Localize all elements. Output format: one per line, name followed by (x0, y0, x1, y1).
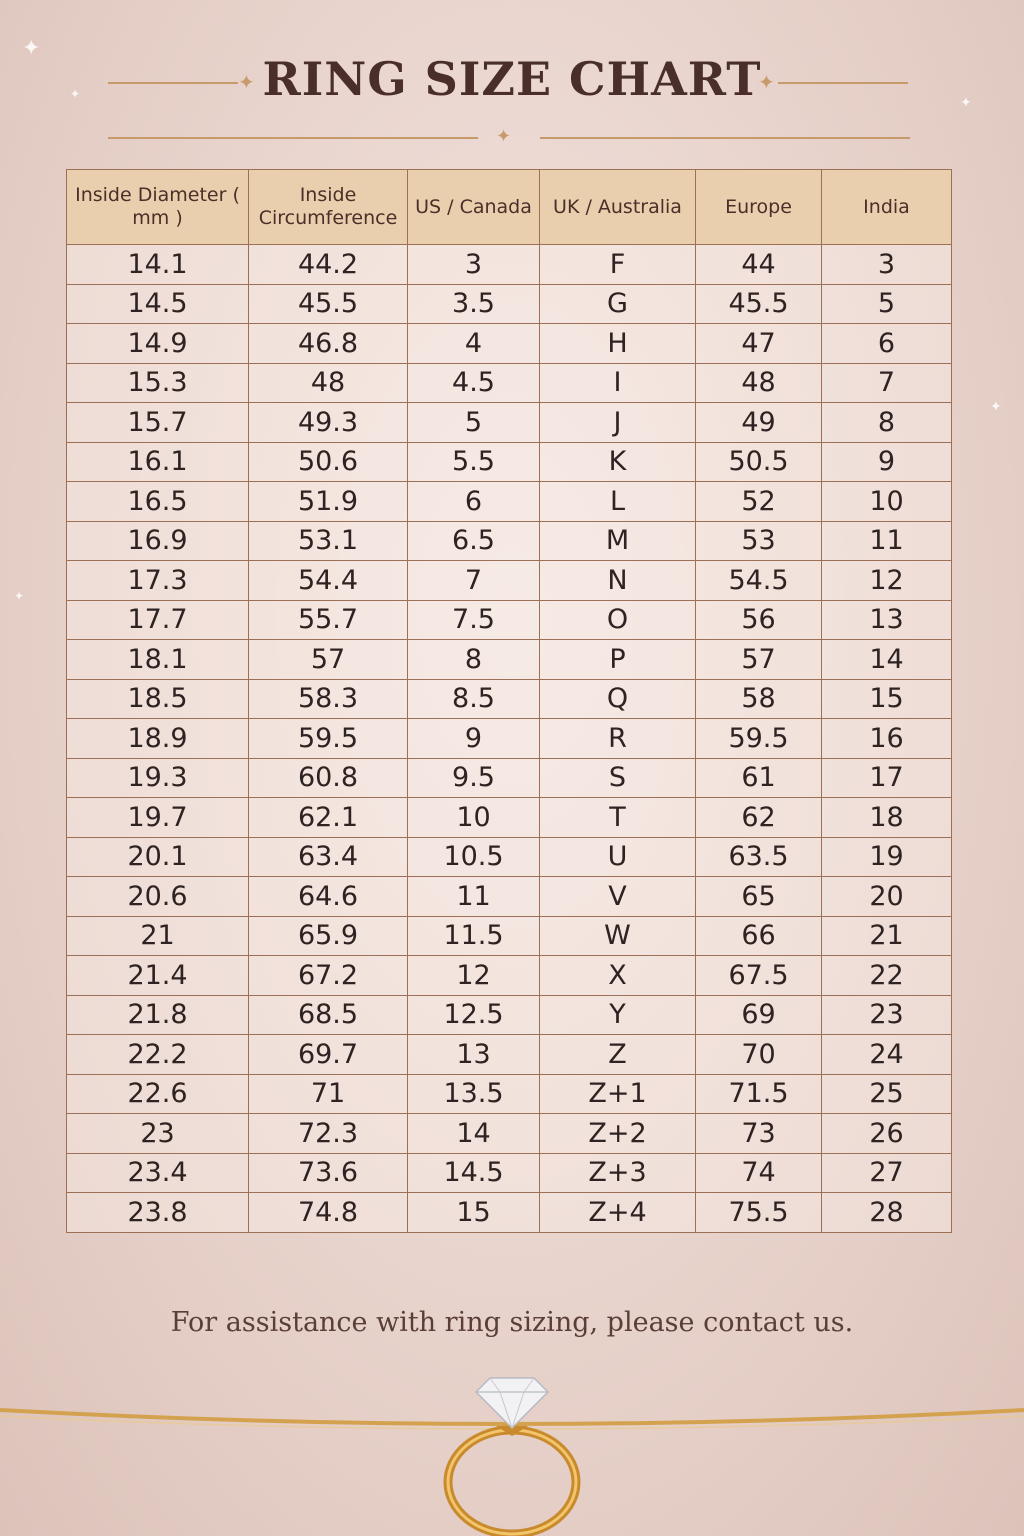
cell-europe: 69 (696, 995, 822, 1035)
cell-india: 26 (822, 1114, 952, 1154)
cell-india: 13 (822, 600, 952, 640)
cell-diameter: 15.3 (67, 363, 249, 403)
cell-uk-australia: S (540, 758, 696, 798)
cell-us-canada: 8 (408, 640, 540, 680)
cell-diameter: 18.5 (67, 679, 249, 719)
cell-europe: 52 (696, 482, 822, 522)
table-row (67, 561, 952, 601)
cell-circumference: 49.3 (249, 403, 408, 443)
table-row (67, 521, 952, 561)
cell-india: 10 (822, 482, 952, 522)
cell-india: 6 (822, 324, 952, 364)
cell-diameter: 21.4 (67, 956, 249, 996)
cell-uk-australia: Z (540, 1035, 696, 1075)
table-row (67, 758, 952, 798)
cell-uk-australia: T (540, 798, 696, 838)
cell-india: 25 (822, 1074, 952, 1114)
cell-europe: 44 (696, 245, 822, 285)
table-row (67, 719, 952, 759)
table-row (67, 995, 952, 1035)
cell-uk-australia: Y (540, 995, 696, 1035)
cell-india: 14 (822, 640, 952, 680)
cell-uk-australia: R (540, 719, 696, 759)
cell-europe: 75.5 (696, 1193, 822, 1233)
diamond-star-icon: ✦ (758, 70, 775, 94)
cell-europe: 54.5 (696, 561, 822, 601)
cell-us-canada: 7 (408, 561, 540, 601)
cell-uk-australia: L (540, 482, 696, 522)
cell-circumference: 73.6 (249, 1153, 408, 1193)
cell-circumference: 69.7 (249, 1035, 408, 1075)
table-row (67, 916, 952, 956)
cell-us-canada: 3.5 (408, 284, 540, 324)
cell-us-canada: 14 (408, 1114, 540, 1154)
cell-uk-australia: I (540, 363, 696, 403)
cell-europe: 66 (696, 916, 822, 956)
cell-diameter: 22.6 (67, 1074, 249, 1114)
sparkle-icon: ✦ (22, 36, 41, 61)
cell-us-canada: 7.5 (408, 600, 540, 640)
cell-uk-australia: O (540, 600, 696, 640)
cell-diameter: 21 (67, 916, 249, 956)
cell-europe: 62 (696, 798, 822, 838)
title-rule-left (108, 82, 238, 84)
cell-diameter: 21.8 (67, 995, 249, 1035)
cell-diameter: 17.3 (67, 561, 249, 601)
cell-europe: 45.5 (696, 284, 822, 324)
table-row (67, 1035, 952, 1075)
cell-uk-australia: X (540, 956, 696, 996)
diamond-star-icon: ✦ (496, 126, 512, 147)
cell-uk-australia: Z+3 (540, 1153, 696, 1193)
cell-india: 27 (822, 1153, 952, 1193)
cell-diameter: 20.6 (67, 877, 249, 917)
table-row (67, 442, 952, 482)
cell-europe: 53 (696, 521, 822, 561)
cell-us-canada: 14.5 (408, 1153, 540, 1193)
cell-uk-australia: Q (540, 679, 696, 719)
cell-diameter: 18.1 (67, 640, 249, 680)
table-row (67, 482, 952, 522)
table-row (67, 956, 952, 996)
cell-europe: 67.5 (696, 956, 822, 996)
cell-uk-australia: Z+1 (540, 1074, 696, 1114)
cell-uk-australia: P (540, 640, 696, 680)
cell-circumference: 65.9 (249, 916, 408, 956)
cell-india: 23 (822, 995, 952, 1035)
column-header-inside-diameter: Inside Diameter ( mm ) (67, 170, 249, 245)
cell-europe: 73 (696, 1114, 822, 1154)
cell-circumference: 74.8 (249, 1193, 408, 1233)
cell-diameter: 14.9 (67, 324, 249, 364)
cell-india: 18 (822, 798, 952, 838)
cell-diameter: 19.7 (67, 798, 249, 838)
table-row (67, 837, 952, 877)
assistance-note: For assistance with ring sizing, please contact us. (170, 1307, 854, 1338)
cell-uk-australia: H (540, 324, 696, 364)
cell-us-canada: 5 (408, 403, 540, 443)
cell-us-canada: 8.5 (408, 679, 540, 719)
cell-circumference: 46.8 (249, 324, 408, 364)
cell-india: 17 (822, 758, 952, 798)
page-title: RING SIZE CHART (262, 52, 762, 106)
cell-india: 5 (822, 284, 952, 324)
cell-india: 12 (822, 561, 952, 601)
cell-us-canada: 4.5 (408, 363, 540, 403)
cell-us-canada: 11.5 (408, 916, 540, 956)
cell-europe: 74 (696, 1153, 822, 1193)
cell-circumference: 57 (249, 640, 408, 680)
cell-circumference: 71 (249, 1074, 408, 1114)
cell-diameter: 16.9 (67, 521, 249, 561)
cell-us-canada: 5.5 (408, 442, 540, 482)
cell-us-canada: 9 (408, 719, 540, 759)
cell-europe: 57 (696, 640, 822, 680)
divider-line-right (540, 137, 910, 139)
cell-india: 28 (822, 1193, 952, 1233)
cell-diameter: 23 (67, 1114, 249, 1154)
cell-circumference: 53.1 (249, 521, 408, 561)
cell-uk-australia: G (540, 284, 696, 324)
ring-size-table (66, 169, 952, 1233)
diamond-star-icon: ✦ (238, 70, 255, 94)
cell-circumference: 50.6 (249, 442, 408, 482)
cell-india: 9 (822, 442, 952, 482)
cell-europe: 63.5 (696, 837, 822, 877)
table-row (67, 324, 952, 364)
sparkle-icon: ✦ (14, 589, 25, 603)
table-row (67, 363, 952, 403)
cell-circumference: 55.7 (249, 600, 408, 640)
table-row (67, 600, 952, 640)
table-header-row (67, 170, 952, 245)
cell-us-canada: 12 (408, 956, 540, 996)
cell-europe: 56 (696, 600, 822, 640)
cell-us-canada: 10.5 (408, 837, 540, 877)
cell-india: 3 (822, 245, 952, 285)
table-row (67, 284, 952, 324)
cell-circumference: 62.1 (249, 798, 408, 838)
cell-europe: 65 (696, 877, 822, 917)
cell-europe: 50.5 (696, 442, 822, 482)
cell-europe: 48 (696, 363, 822, 403)
table-row (67, 1114, 952, 1154)
column-header-us-canada: US / Canada (408, 170, 540, 245)
cell-diameter: 20.1 (67, 837, 249, 877)
cell-uk-australia: J (540, 403, 696, 443)
column-header-inside-circumference: Inside Circumference (249, 170, 408, 245)
diamond-ring-icon (434, 1370, 590, 1536)
table-row (67, 1193, 952, 1233)
cell-india: 20 (822, 877, 952, 917)
cell-circumference: 51.9 (249, 482, 408, 522)
cell-diameter: 23.4 (67, 1153, 249, 1193)
cell-us-canada: 10 (408, 798, 540, 838)
column-header-india: India (822, 170, 952, 245)
cell-diameter: 14.1 (67, 245, 249, 285)
cell-circumference: 72.3 (249, 1114, 408, 1154)
cell-uk-australia: Z+4 (540, 1193, 696, 1233)
table-row (67, 798, 952, 838)
cell-circumference: 45.5 (249, 284, 408, 324)
table-row (67, 679, 952, 719)
table-row (67, 403, 952, 443)
cell-us-canada: 4 (408, 324, 540, 364)
cell-uk-australia: V (540, 877, 696, 917)
table-row (67, 1074, 952, 1114)
cell-circumference: 64.6 (249, 877, 408, 917)
cell-india: 8 (822, 403, 952, 443)
cell-uk-australia: N (540, 561, 696, 601)
cell-europe: 59.5 (696, 719, 822, 759)
table-body (67, 245, 952, 1233)
cell-india: 21 (822, 916, 952, 956)
cell-india: 15 (822, 679, 952, 719)
cell-circumference: 67.2 (249, 956, 408, 996)
cell-india: 11 (822, 521, 952, 561)
title-rule-right (778, 82, 908, 84)
cell-diameter: 14.5 (67, 284, 249, 324)
cell-circumference: 68.5 (249, 995, 408, 1035)
cell-uk-australia: U (540, 837, 696, 877)
cell-europe: 61 (696, 758, 822, 798)
cell-circumference: 58.3 (249, 679, 408, 719)
cell-europe: 71.5 (696, 1074, 822, 1114)
cell-europe: 49 (696, 403, 822, 443)
cell-india: 22 (822, 956, 952, 996)
table-row (67, 640, 952, 680)
cell-diameter: 23.8 (67, 1193, 249, 1233)
cell-india: 19 (822, 837, 952, 877)
cell-circumference: 59.5 (249, 719, 408, 759)
column-header-europe: Europe (696, 170, 822, 245)
cell-us-canada: 13.5 (408, 1074, 540, 1114)
cell-europe: 47 (696, 324, 822, 364)
cell-india: 7 (822, 363, 952, 403)
cell-uk-australia: K (540, 442, 696, 482)
sparkle-icon: ✦ (990, 399, 1002, 415)
cell-uk-australia: M (540, 521, 696, 561)
cell-diameter: 18.9 (67, 719, 249, 759)
cell-us-canada: 9.5 (408, 758, 540, 798)
cell-us-canada: 6.5 (408, 521, 540, 561)
size-table-wrapper (66, 169, 951, 1233)
cell-uk-australia: Z+2 (540, 1114, 696, 1154)
cell-uk-australia: W (540, 916, 696, 956)
cell-us-canada: 6 (408, 482, 540, 522)
cell-diameter: 22.2 (67, 1035, 249, 1075)
cell-uk-australia: F (540, 245, 696, 285)
cell-us-canada: 12.5 (408, 995, 540, 1035)
cell-circumference: 60.8 (249, 758, 408, 798)
cell-us-canada: 3 (408, 245, 540, 285)
cell-europe: 70 (696, 1035, 822, 1075)
cell-diameter: 19.3 (67, 758, 249, 798)
cell-diameter: 16.1 (67, 442, 249, 482)
cell-circumference: 48 (249, 363, 408, 403)
cell-india: 16 (822, 719, 952, 759)
title-area (0, 52, 1024, 106)
sparkle-icon: ✦ (70, 87, 81, 101)
cell-circumference: 44.2 (249, 245, 408, 285)
cell-diameter: 17.7 (67, 600, 249, 640)
column-header-uk-australia: UK / Australia (540, 170, 696, 245)
table-row (67, 1153, 952, 1193)
cell-us-canada: 13 (408, 1035, 540, 1075)
cell-diameter: 15.7 (67, 403, 249, 443)
cell-circumference: 63.4 (249, 837, 408, 877)
cell-diameter: 16.5 (67, 482, 249, 522)
cell-circumference: 54.4 (249, 561, 408, 601)
cell-europe: 58 (696, 679, 822, 719)
cell-us-canada: 11 (408, 877, 540, 917)
cell-india: 24 (822, 1035, 952, 1075)
table-row (67, 877, 952, 917)
sparkle-icon: ✦ (960, 95, 972, 111)
table-row (67, 245, 952, 285)
cell-us-canada: 15 (408, 1193, 540, 1233)
divider-line-left (108, 137, 478, 139)
